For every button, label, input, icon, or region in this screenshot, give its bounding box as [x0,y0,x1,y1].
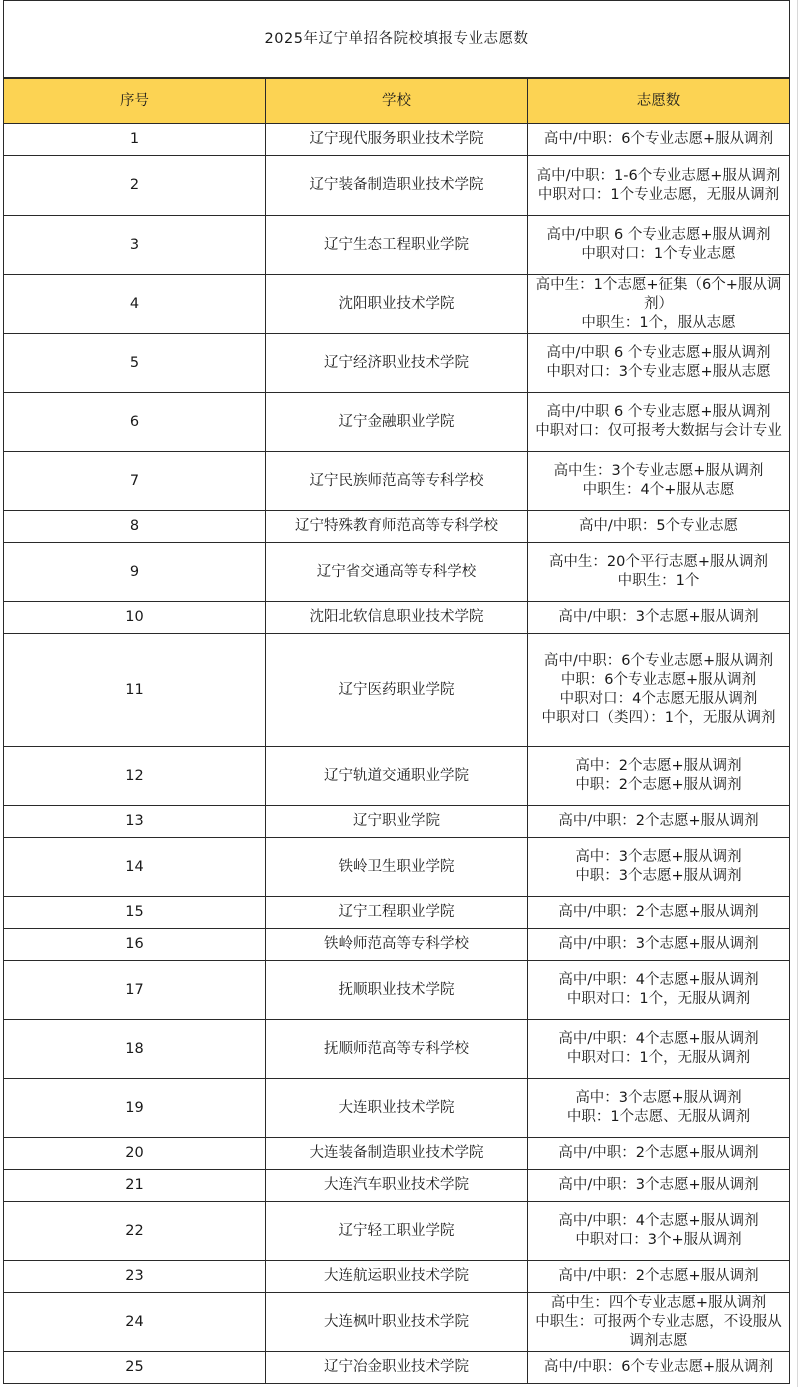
choice-line: 高中/中职：2个志愿+服从调剂 [558,813,759,829]
choice-line: 高中/中职：3个志愿+服从调剂 [558,936,759,952]
choices-table [3,0,790,1384]
row-school: 大连装备制造职业技术学院 [266,1138,528,1170]
row-school: 大连航运职业技术学院 [266,1261,528,1293]
row-school: 铁岭卫生职业学院 [266,838,528,897]
row-school: 辽宁省交通高等专科学校 [266,543,528,602]
choice-line: 高中：3个志愿+服从调剂 [575,849,742,865]
table-row [4,961,790,1020]
row-school: 辽宁装备制造职业技术学院 [266,156,528,216]
choice-line: 中职对口：仅可报考大数据与会计专业 [535,423,782,439]
col-header-school: 学校 [266,78,528,124]
choice-line: 高中/中职 6 个专业志愿+服从调剂 [546,345,771,361]
row-school: 铁岭师范高等专科学校 [266,929,528,961]
choice-line: 高中/中职：6个专业志愿+服从调剂 [543,131,774,147]
table-row [4,602,790,634]
row-choices [528,1170,790,1202]
row-school: 辽宁轻工职业学院 [266,1202,528,1261]
row-index: 17 [4,961,266,1020]
row-school: 沈阳职业技术学院 [266,275,528,334]
row-choices [528,1202,790,1261]
row-school: 沈阳北软信息职业技术学院 [266,602,528,634]
row-school: 辽宁特殊教育师范高等专科学校 [266,511,528,543]
choice-line: 高中/中职：4个志愿+服从调剂 [558,972,759,988]
row-choices [528,1138,790,1170]
table-row [4,838,790,897]
row-index: 21 [4,1170,266,1202]
row-choices [528,634,790,747]
choice-line: 高中生：四个专业志愿+服从调剂 [550,1294,767,1311]
row-index: 1 [4,124,266,156]
table-row [4,334,790,393]
table-row [4,1202,790,1261]
row-index: 2 [4,156,266,216]
row-choices [528,806,790,838]
choice-line: 中职对口：1个专业志愿 [581,246,736,262]
choice-line: 中职：6个专业志愿+服从调剂 [560,672,757,688]
table-row [4,452,790,511]
row-index: 12 [4,747,266,806]
row-school: 大连汽车职业技术学院 [266,1170,528,1202]
row-choices [528,452,790,511]
row-choices [528,124,790,156]
row-choices [528,1079,790,1138]
table-row [4,1261,790,1293]
choice-line: 高中/中职：4个志愿+服从调剂 [558,1213,759,1229]
col-header-index: 序号 [4,78,266,124]
row-choices [528,275,790,334]
row-index: 14 [4,838,266,897]
row-choices [528,1020,790,1079]
choice-line: 高中生：20个平行志愿+服从调剂 [548,554,769,570]
row-index: 10 [4,602,266,634]
row-choices [528,334,790,393]
table-row [4,897,790,929]
row-index: 3 [4,216,266,275]
choice-line: 高中/中职：6个专业志愿+服从调剂 [543,1359,774,1375]
row-index: 18 [4,1020,266,1079]
table-row [4,124,790,156]
col-header-choices: 志愿数 [528,78,790,124]
row-school: 辽宁冶金职业技术学院 [266,1352,528,1384]
row-choices [528,393,790,452]
table-row [4,393,790,452]
row-index: 20 [4,1138,266,1170]
row-school: 抚顺师范高等专科学校 [266,1020,528,1079]
row-choices [528,543,790,602]
row-index: 11 [4,634,266,747]
row-index: 9 [4,543,266,602]
row-choices [528,747,790,806]
title-row [4,1,790,79]
choice-line: 高中生：1个志愿+征集（6个+服从调剂） [535,276,782,312]
row-school: 大连枫叶职业技术学院 [266,1293,528,1352]
row-index: 22 [4,1202,266,1261]
choice-line: 高中/中职：3个志愿+服从调剂 [558,609,759,625]
choice-line: 高中/中职：6个专业志愿+服从调剂 [543,653,774,669]
choice-line: 中职：3个志愿+服从调剂 [575,868,742,884]
row-index: 6 [4,393,266,452]
table-row [4,1352,790,1384]
choice-line: 高中生：3个专业志愿+服从调剂 [553,463,764,479]
choice-line: 中职生：1个，服从志愿 [581,314,736,331]
choice-line: 中职：2个志愿+服从调剂 [575,777,742,793]
choice-line: 中职：1个志愿、无服从调剂 [566,1109,751,1125]
row-school: 抚顺职业技术学院 [266,961,528,1020]
row-school: 辽宁工程职业学院 [266,897,528,929]
choice-line: 高中/中职：1-6个专业志愿+服从调剂 [536,167,781,184]
row-choices [528,897,790,929]
choice-line: 高中：3个志愿+服从调剂 [575,1090,742,1106]
choice-line: 高中/中职 6 个专业志愿+服从调剂 [546,404,771,420]
row-school: 辽宁现代服务职业技术学院 [266,124,528,156]
row-choices [528,929,790,961]
table-row [4,929,790,961]
table-row [4,216,790,275]
row-index: 8 [4,511,266,543]
row-choices [528,156,790,216]
table-row [4,1079,790,1138]
header-row [4,78,790,124]
row-index: 4 [4,275,266,334]
row-index: 23 [4,1261,266,1293]
row-choices [528,602,790,634]
row-choices [528,1261,790,1293]
row-school: 辽宁职业学院 [266,806,528,838]
choice-line: 中职对口：1个，无服从调剂 [566,991,751,1007]
choice-line: 中职对口（类四）：1个，无服从调剂 [541,710,776,726]
row-school: 辽宁民族师范高等专科学校 [266,452,528,511]
sheet-gridline [797,0,798,1387]
choice-line: 高中/中职：2个志愿+服从调剂 [558,1268,759,1284]
row-school: 辽宁轨道交通职业学院 [266,747,528,806]
row-school: 辽宁医药职业学院 [266,634,528,747]
choice-line: 中职生：4个+服从志愿 [582,482,735,498]
choice-line: 高中/中职：5个专业志愿 [578,518,739,534]
row-index: 16 [4,929,266,961]
choice-line: 高中/中职：2个志愿+服从调剂 [558,1145,759,1161]
choice-line: 中职对口：3个+服从调剂 [575,1232,742,1248]
table-row [4,806,790,838]
table-row [4,511,790,543]
row-choices [528,216,790,275]
table-row [4,543,790,602]
page-title: 2025年辽宁单招各院校填报专业志愿数 [4,1,790,79]
row-index: 5 [4,334,266,393]
row-choices [528,1293,790,1352]
row-school: 大连职业技术学院 [266,1079,528,1138]
row-choices [528,961,790,1020]
row-choices [528,1352,790,1384]
table-row [4,634,790,747]
row-index: 24 [4,1293,266,1352]
row-index: 19 [4,1079,266,1138]
row-choices [528,511,790,543]
choice-line: 高中：2个志愿+服从调剂 [575,758,742,774]
table-row [4,1293,790,1352]
row-choices [528,838,790,897]
row-index: 7 [4,452,266,511]
choice-line: 高中/中职：2个志愿+服从调剂 [558,904,759,920]
table-body [4,124,790,1384]
row-school: 辽宁经济职业技术学院 [266,334,528,393]
choice-line: 中职对口：1个专业志愿，无服从调剂 [537,186,780,203]
row-school: 辽宁金融职业学院 [266,393,528,452]
choice-line: 中职对口：1个，无服从调剂 [566,1050,751,1066]
table-row [4,1170,790,1202]
table-row [4,1020,790,1079]
row-index: 25 [4,1352,266,1384]
table-row [4,747,790,806]
row-school: 辽宁生态工程职业学院 [266,216,528,275]
choice-line: 高中/中职：3个志愿+服从调剂 [558,1177,759,1193]
choice-line: 中职生：1个 [617,573,700,589]
row-index: 15 [4,897,266,929]
choice-line: 高中/中职 6 个专业志愿+服从调剂 [546,227,771,243]
row-index: 13 [4,806,266,838]
table-row [4,1138,790,1170]
choice-line: 中职生：可报两个专业志愿，不设服从调剂志愿 [535,1313,782,1349]
choice-line: 中职对口：4个志愿无服从调剂 [559,691,758,707]
table-row [4,156,790,216]
choice-line: 中职对口：3个专业志愿+服从志愿 [546,364,771,380]
table-row [4,275,790,334]
choice-line: 高中/中职：4个志愿+服从调剂 [558,1031,759,1047]
